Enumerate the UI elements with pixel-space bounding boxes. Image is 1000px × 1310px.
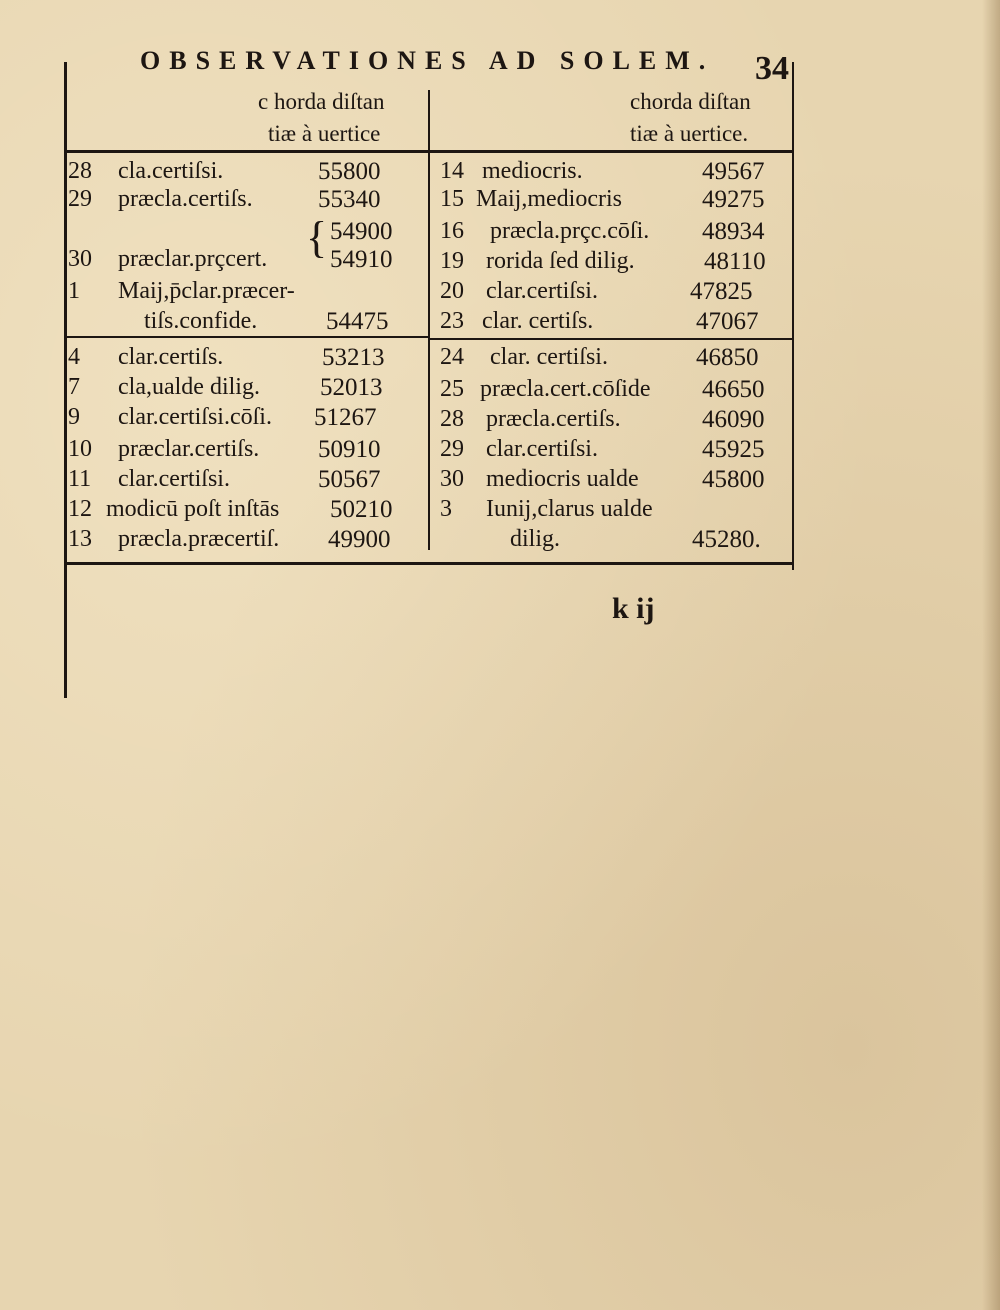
day-cell: 12: [68, 496, 92, 522]
observation-cell: dilig.: [510, 526, 561, 552]
right-header-line-2: tiæ à uertice.: [630, 121, 749, 146]
day-cell: 28: [68, 158, 92, 184]
table-row: [440, 278, 790, 308]
table-row: [68, 186, 418, 216]
observation-cell: mediocris ualde: [486, 466, 639, 492]
observation-cell: præcla.certiſs.: [486, 406, 621, 432]
value-cell: 50910: [318, 436, 381, 463]
table-row: [68, 526, 424, 556]
observation-cell: rorida ſed dilig.: [486, 248, 635, 274]
observation-cell: mediocris.: [482, 158, 583, 184]
observation-cell: præcla.præcertiſ.: [118, 526, 280, 552]
day-cell: 20: [440, 278, 464, 304]
value-cell: 55340: [318, 186, 381, 213]
value-cell: 50210: [330, 496, 393, 523]
running-title: OBSERVATIONES AD SOLEM.: [140, 46, 715, 75]
day-cell: 30: [440, 466, 464, 492]
signature-mark: k ij: [612, 592, 655, 625]
observation-cell: clar.certiſsi.cōſi.: [118, 404, 272, 430]
bottom-rule: [64, 562, 794, 565]
day-cell: 10: [68, 436, 92, 462]
header-underline: [64, 150, 794, 153]
page-fold-shadow: [982, 0, 1000, 1310]
table-row: [440, 344, 790, 374]
table-row: [68, 374, 418, 404]
left-outer-rule: [64, 62, 67, 698]
observation-cell: præcla.certiſs.: [118, 186, 253, 212]
day-cell: 25: [440, 376, 464, 402]
observation-cell: tiſs.confide.: [144, 308, 258, 334]
right-header-line-1: chorda diſtan: [630, 89, 751, 114]
value-cell: 45925: [702, 436, 765, 463]
value-cell: 54900: [330, 218, 393, 245]
folio-number: 34: [755, 50, 789, 87]
day-cell: 23: [440, 308, 464, 334]
observation-cell: clar.certiſs.: [118, 344, 224, 370]
value-cell: 54475: [326, 308, 389, 335]
value-cell: 45800: [702, 466, 765, 493]
table-row: [68, 466, 418, 496]
day-cell: 28: [440, 406, 464, 432]
value-cell: 49900: [328, 526, 391, 553]
value-cell: 45280.: [692, 526, 761, 553]
value-cell: 55800: [318, 158, 381, 185]
day-cell: 19: [440, 248, 464, 274]
table-row: [68, 158, 418, 188]
day-cell: 13: [68, 526, 92, 552]
value-cell: 47825: [690, 278, 753, 305]
left-header-line-1: c horda diſtan: [258, 89, 385, 114]
day-cell: 24: [440, 344, 464, 370]
mid-rule-right: [430, 338, 792, 340]
right-column-header: [630, 86, 751, 150]
table-row: [440, 496, 790, 526]
observation-cell: Maij,mediocris: [476, 186, 622, 212]
table-row: [440, 526, 790, 556]
table-row: [68, 308, 418, 338]
value-cell: 54910: [330, 246, 393, 273]
table-row: [440, 158, 790, 188]
table-row: [440, 406, 790, 436]
observation-cell: præcla.prçc.cōſi.: [490, 218, 650, 244]
observation-cell: Maij,p̄clar.præcer-: [118, 278, 295, 304]
curly-brace: {: [306, 213, 328, 262]
observation-cell: modicū poſt inſtās: [106, 496, 280, 522]
table-row: [68, 218, 418, 248]
table-row: [68, 278, 418, 308]
value-cell: 50567: [318, 466, 381, 493]
table-row: [440, 436, 790, 466]
observation-cell: clar. certiſsi.: [490, 344, 608, 370]
table-row: [440, 186, 790, 216]
value-cell: 51267: [314, 404, 377, 431]
table-row: [440, 466, 790, 496]
observation-cell: clar.certiſsi.: [486, 278, 598, 304]
table-row: [440, 308, 790, 338]
day-cell: 29: [440, 436, 464, 462]
table-row: [440, 248, 790, 278]
observation-cell: præclar.certiſs.: [118, 436, 260, 462]
day-cell: 29: [68, 186, 92, 212]
center-rule: [428, 90, 430, 550]
table-row: [68, 344, 418, 374]
table-row: [68, 436, 418, 466]
observation-cell: clar.certiſsi.: [118, 466, 230, 492]
observation-cell: clar.certiſsi.: [486, 436, 598, 462]
table-row: [68, 496, 418, 526]
day-cell: 16: [440, 218, 464, 244]
day-cell: 9: [68, 404, 80, 430]
value-cell: 53213: [322, 344, 385, 371]
value-cell: 48934: [702, 218, 765, 245]
table-row: [68, 404, 418, 434]
left-column-header: [258, 86, 384, 150]
value-cell: 47067: [696, 308, 759, 335]
day-cell: 1: [68, 278, 80, 304]
observation-cell: præcla.cert.cōſide: [480, 376, 651, 402]
value-cell: 46850: [696, 344, 759, 371]
left-header-line-2: tiæ à uertice: [268, 121, 381, 146]
observation-cell: præclar.prçcert.: [118, 246, 268, 272]
value-cell: 46090: [702, 406, 765, 433]
value-cell: 49275: [702, 186, 765, 213]
value-cell: 46650: [702, 376, 765, 403]
value-cell: 49567: [702, 158, 765, 185]
day-cell: 3: [440, 496, 452, 522]
value-cell: 48110: [704, 248, 766, 275]
day-cell: 15: [440, 186, 464, 212]
observation-cell: cla,ualde dilig.: [118, 374, 260, 400]
day-cell: 7: [68, 374, 80, 400]
table-row: [440, 376, 790, 406]
observation-cell: Iunij,clarus ualde: [486, 496, 653, 522]
value-cell: 52013: [320, 374, 383, 401]
observation-cell: cla.certiſsi.: [118, 158, 224, 184]
day-cell: 4: [68, 344, 80, 370]
day-cell: 14: [440, 158, 464, 184]
observation-cell: clar. certiſs.: [482, 308, 594, 334]
table-row: [68, 246, 418, 276]
day-cell: 11: [68, 466, 92, 492]
day-cell: 30: [68, 246, 92, 272]
right-outer-rule: [792, 62, 794, 570]
table-row: [440, 218, 790, 248]
